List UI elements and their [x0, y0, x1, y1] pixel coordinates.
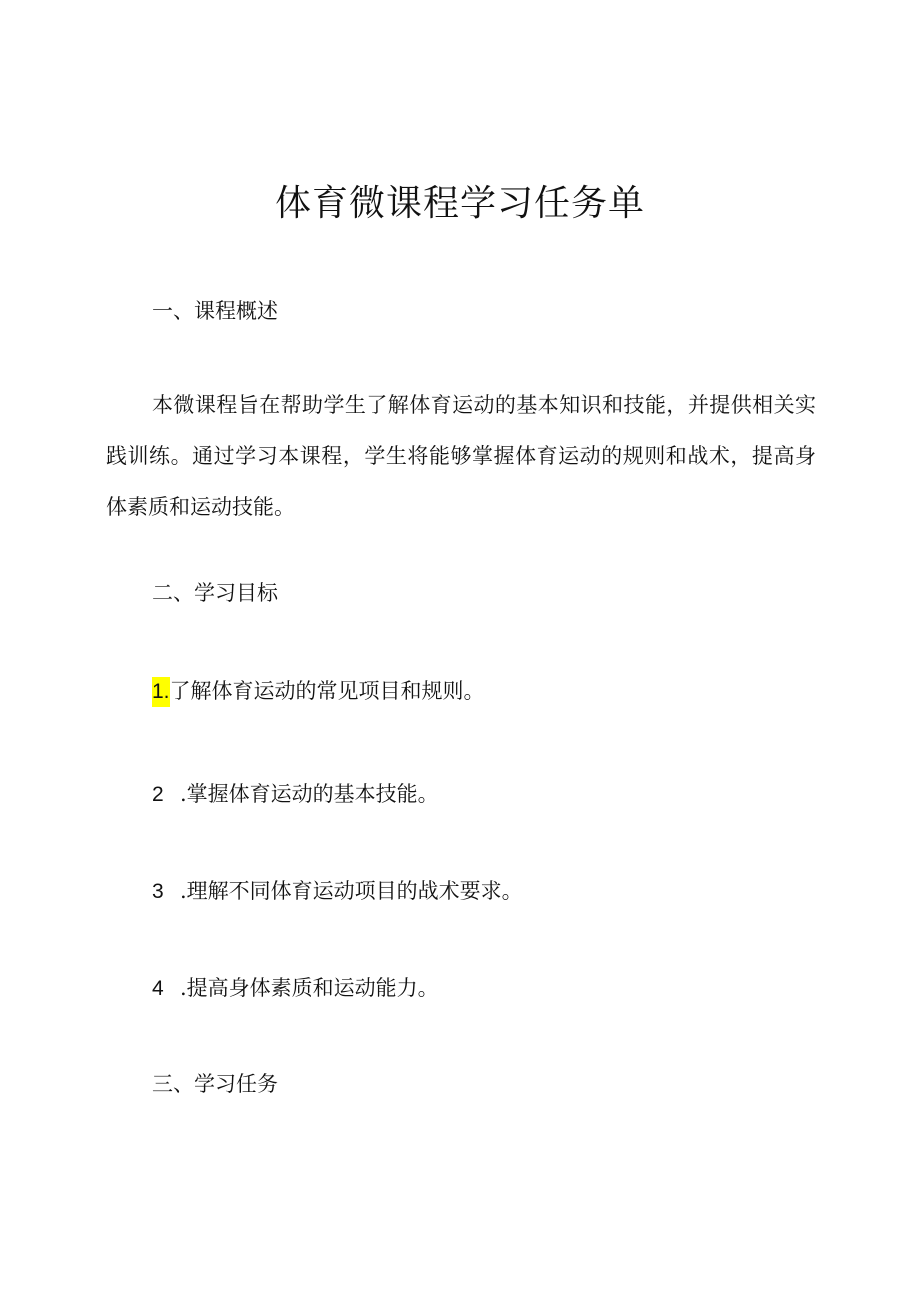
- goal-item-3: [152, 876, 523, 907]
- section-heading-goals: 二、学习目标: [152, 581, 278, 605]
- goal-number-1: 1.: [152, 677, 170, 707]
- section-heading-tasks: 三、学习任务: [152, 1072, 278, 1096]
- goal-text-4: .提高身体素质和运动能力。: [180, 976, 439, 1000]
- goal-item-2: [152, 779, 439, 810]
- overview-paragraph: 本微课程旨在帮助学生了解体育运动的基本知识和技能，并提供相关实践训练。通过学习本课程，学生将能够掌握体育运动的规则和战术，提高身体素质和运动技能。: [106, 393, 816, 519]
- document-title: 体育微课程学习任务单: [274, 183, 645, 224]
- section-heading-overview: 一、课程概述: [152, 299, 278, 323]
- goal-text-2: .掌握体育运动的基本技能。: [180, 782, 439, 806]
- goal-text-3: .理解不同体育运动项目的战术要求。: [180, 879, 523, 903]
- goal-number-4: 4: [152, 977, 164, 1000]
- goal-item-4: [152, 973, 439, 1004]
- goal-item-1: [152, 676, 485, 707]
- goal-text-1: 了解体育运动的常见项目和规则。: [169, 679, 485, 703]
- goal-number-2: 2: [152, 783, 164, 806]
- goal-number-3: 3: [152, 880, 164, 903]
